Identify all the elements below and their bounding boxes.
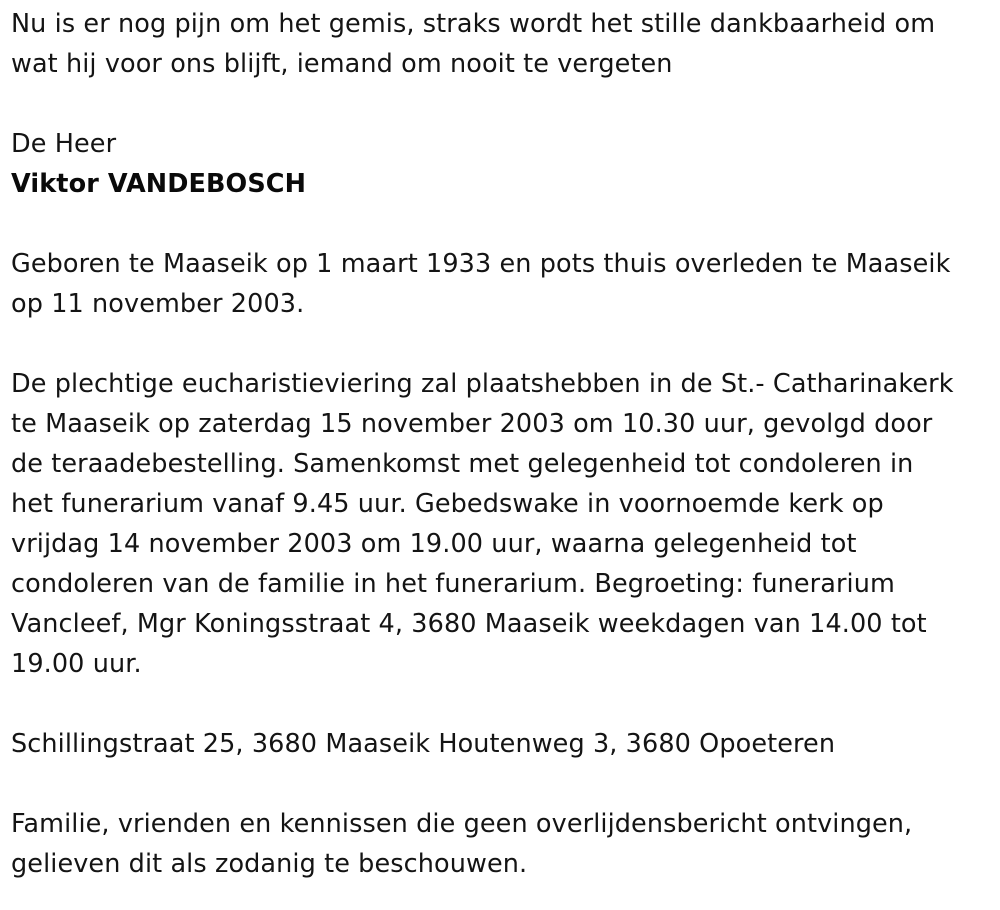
ceremony-line: Vancleef, Mgr Koningsstraat 4, 3680 Maaseik weekdagen van 14.00 tot	[11, 609, 927, 639]
motto-line: wat hij voor ons blijft, iemand om nooit te vergeten	[11, 49, 673, 79]
birth-death-line: op 11 november 2003.	[11, 289, 305, 319]
name-block	[11, 124, 986, 204]
spacer	[11, 204, 986, 244]
birth-death-line: Geboren te Maaseik op 1 maart 1933 en pots thuis overleden te Maaseik	[11, 249, 951, 279]
addresses-line: Schillingstraat 25, 3680 Maaseik Houtenweg 3, 3680 Opoeteren	[11, 729, 836, 759]
closing-line: Familie, vrienden en kennissen die geen overlijdensbericht ontvingen,	[11, 809, 913, 839]
ceremony-line: de teraadebestelling. Samenkomst met gelegenheid tot condoleren in	[11, 449, 914, 479]
ceremony-line: vrijdag 14 november 2003 om 19.00 uur, waarna gelegenheid tot	[11, 529, 857, 559]
birth-death-paragraph	[11, 244, 986, 324]
motto-line: Nu is er nog pijn om het gemis, straks wordt het stille dankbaarheid om	[11, 9, 936, 39]
ceremony-line: het funerarium vanaf 9.45 uur. Gebedswake in voornoemde kerk op	[11, 489, 884, 519]
ceremony-paragraph	[11, 364, 986, 684]
ceremony-line: te Maaseik op zaterdag 15 november 2003 om 10.30 uur, gevolgd door	[11, 409, 933, 439]
deceased-name: Viktor VANDEBOSCH	[11, 169, 307, 199]
closing-line: gelieven dit als zodanig te beschouwen.	[11, 849, 528, 879]
spacer	[11, 84, 986, 124]
spacer	[11, 684, 986, 724]
spacer	[11, 764, 986, 804]
salutation: De Heer	[11, 129, 117, 159]
death-notice	[11, 4, 986, 884]
closing-paragraph	[11, 804, 986, 884]
ceremony-line: 19.00 uur.	[11, 649, 142, 679]
addresses-paragraph	[11, 724, 986, 764]
ceremony-line: condoleren van de familie in het funerarium. Begroeting: funerarium	[11, 569, 895, 599]
ceremony-line: De plechtige eucharistieviering zal plaatshebben in de St.- Catharinakerk	[11, 369, 954, 399]
spacer	[11, 324, 986, 364]
motto-paragraph	[11, 4, 986, 84]
